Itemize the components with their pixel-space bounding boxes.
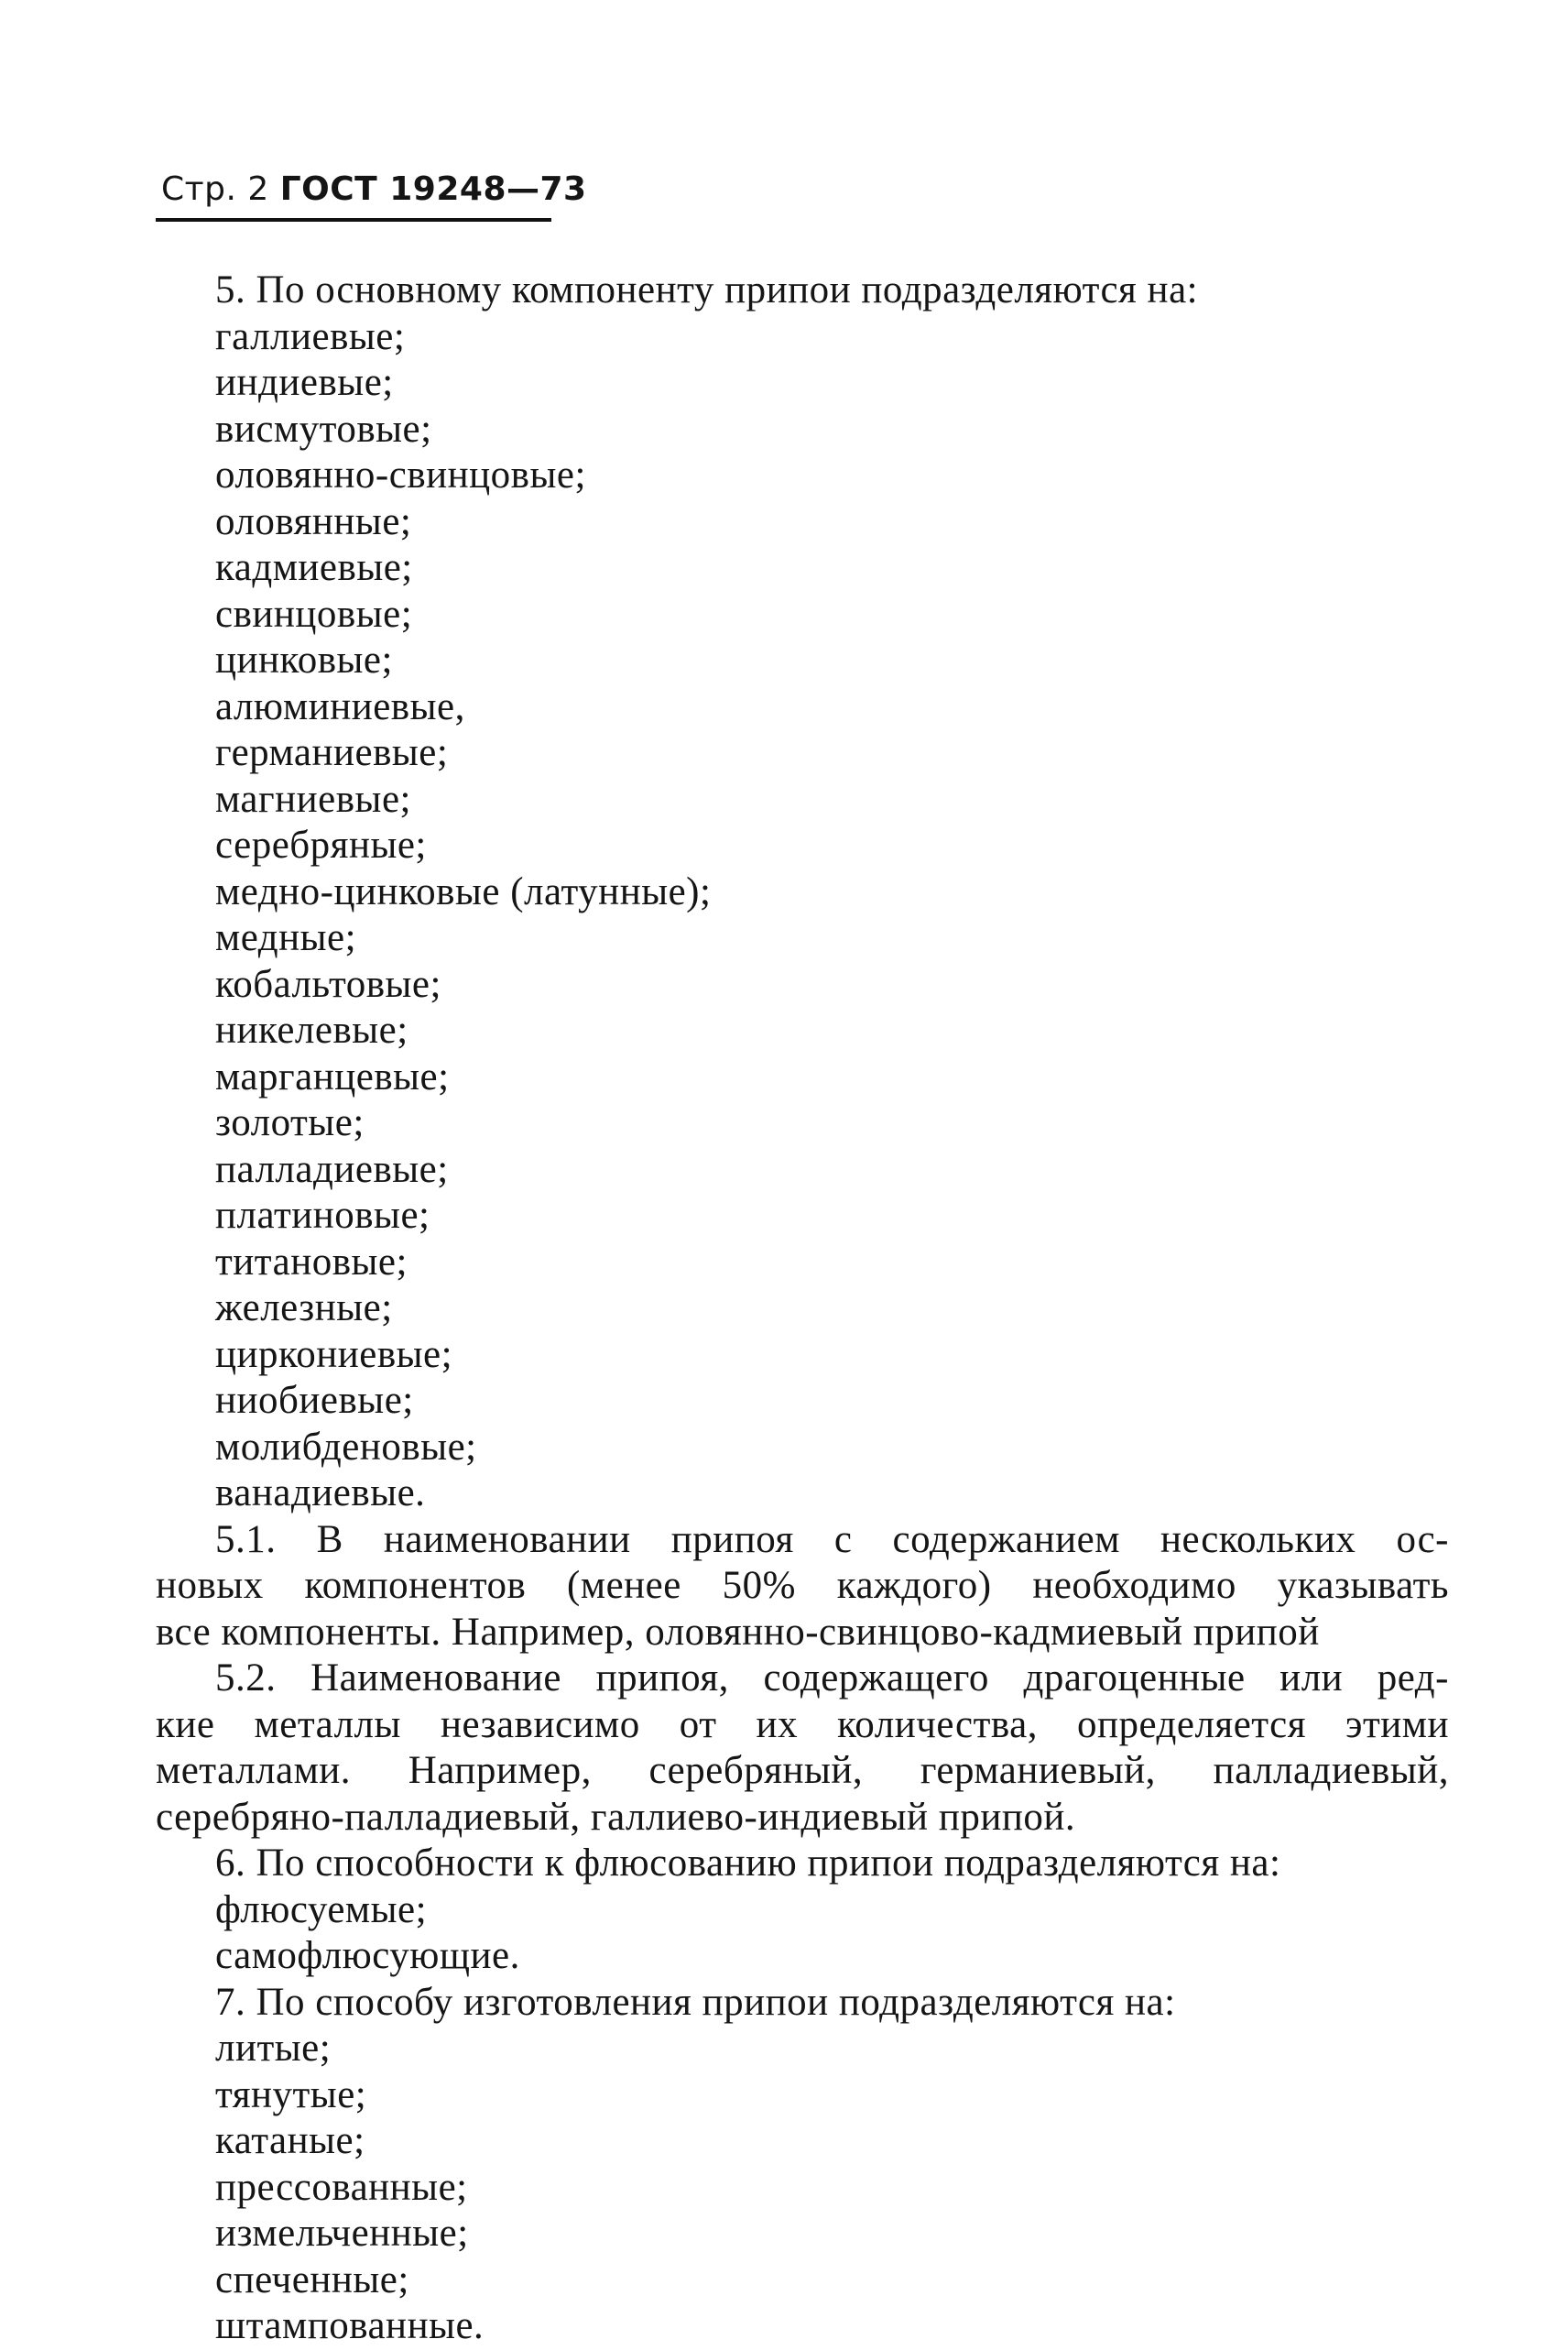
list-item: молибденовые; bbox=[215, 1425, 477, 1469]
section-5-2-line: металлами. Например, серебряный, германиевый, палладиевый, bbox=[156, 1749, 1449, 1792]
list-item: спеченные; bbox=[215, 2257, 409, 2301]
list-item: кадмиевые; bbox=[215, 546, 413, 589]
list-item: палладиевые; bbox=[215, 1147, 449, 1191]
list-item: серебряные; bbox=[215, 824, 427, 867]
section-7-intro: 7. По способу изготовления припои подразделяются на: bbox=[215, 1980, 1176, 2024]
list-item: титановые; bbox=[215, 1240, 408, 1284]
document-body bbox=[156, 268, 1449, 2350]
section-5-2-line: серебряно-палладиевый, галлиево-индиевый припой. bbox=[156, 1795, 1076, 1839]
list-item: марганцевые; bbox=[215, 1055, 450, 1098]
list-item: измельченные; bbox=[215, 2212, 469, 2255]
list-item: германиевые; bbox=[215, 731, 449, 774]
list-item: оловянно-свинцовые; bbox=[215, 454, 586, 497]
list-item: висмутовые; bbox=[215, 407, 432, 451]
list-item: кобальтовые; bbox=[215, 962, 441, 1006]
list-item: ванадиевые. bbox=[215, 1471, 426, 1514]
section-5-1-line: 5.1. В наименовании припоя с содержанием нескольких ос- bbox=[215, 1517, 1449, 1561]
list-item: никелевые; bbox=[215, 1009, 408, 1052]
list-item: штампованные. bbox=[215, 2304, 485, 2347]
list-item: индиевые; bbox=[215, 361, 394, 404]
header-divider bbox=[156, 218, 551, 222]
page-number-label: Стр. 2 bbox=[161, 170, 269, 208]
list-item: флюсуемые; bbox=[215, 1887, 428, 1931]
section-5-1-line: новых компонентов (менее 50% каждого) необходимо указывать bbox=[156, 1564, 1449, 1607]
section-5-1-line: все компоненты. Например, оловянно-свинцово-кадмиевый припой bbox=[156, 1610, 1320, 1654]
list-item: галлиевые; bbox=[215, 314, 406, 358]
list-item: циркониевые; bbox=[215, 1332, 453, 1376]
list-item: железные; bbox=[215, 1286, 393, 1329]
section-5-2-line: 5.2. Наименование припоя, содержащего драгоценные или ред- bbox=[215, 1656, 1449, 1700]
list-item: медно-цинковые (латунные); bbox=[215, 869, 712, 913]
list-item: оловянные; bbox=[215, 499, 412, 543]
page-header bbox=[161, 170, 587, 208]
list-item: прессованные; bbox=[215, 2165, 468, 2209]
list-item: самофлюсующие. bbox=[215, 1934, 520, 1977]
list-item: литые; bbox=[215, 2027, 332, 2070]
list-item: ниобиевые; bbox=[215, 1379, 414, 1422]
list-item: катаные; bbox=[215, 2119, 365, 2162]
list-item: тянутые; bbox=[215, 2072, 367, 2116]
section-5-2-line: кие металлы независимо от их количества, определяется этими bbox=[156, 1702, 1449, 1746]
standard-designation: ГОСТ 19248—73 bbox=[279, 170, 587, 208]
list-item: золотые; bbox=[215, 1101, 365, 1144]
list-item: алюминиевые, bbox=[215, 684, 465, 728]
list-item: медные; bbox=[215, 916, 357, 959]
section-5-intro: 5. По основному компоненту припои подразделяются на: bbox=[215, 268, 1199, 312]
list-item: магниевые; bbox=[215, 777, 411, 821]
list-item: цинковые; bbox=[215, 639, 393, 682]
section-6-intro: 6. По способности к флюсованию припои подразделяются на: bbox=[215, 1842, 1281, 1885]
list-item: свинцовые; bbox=[215, 592, 413, 636]
list-item: платиновые; bbox=[215, 1194, 430, 1237]
